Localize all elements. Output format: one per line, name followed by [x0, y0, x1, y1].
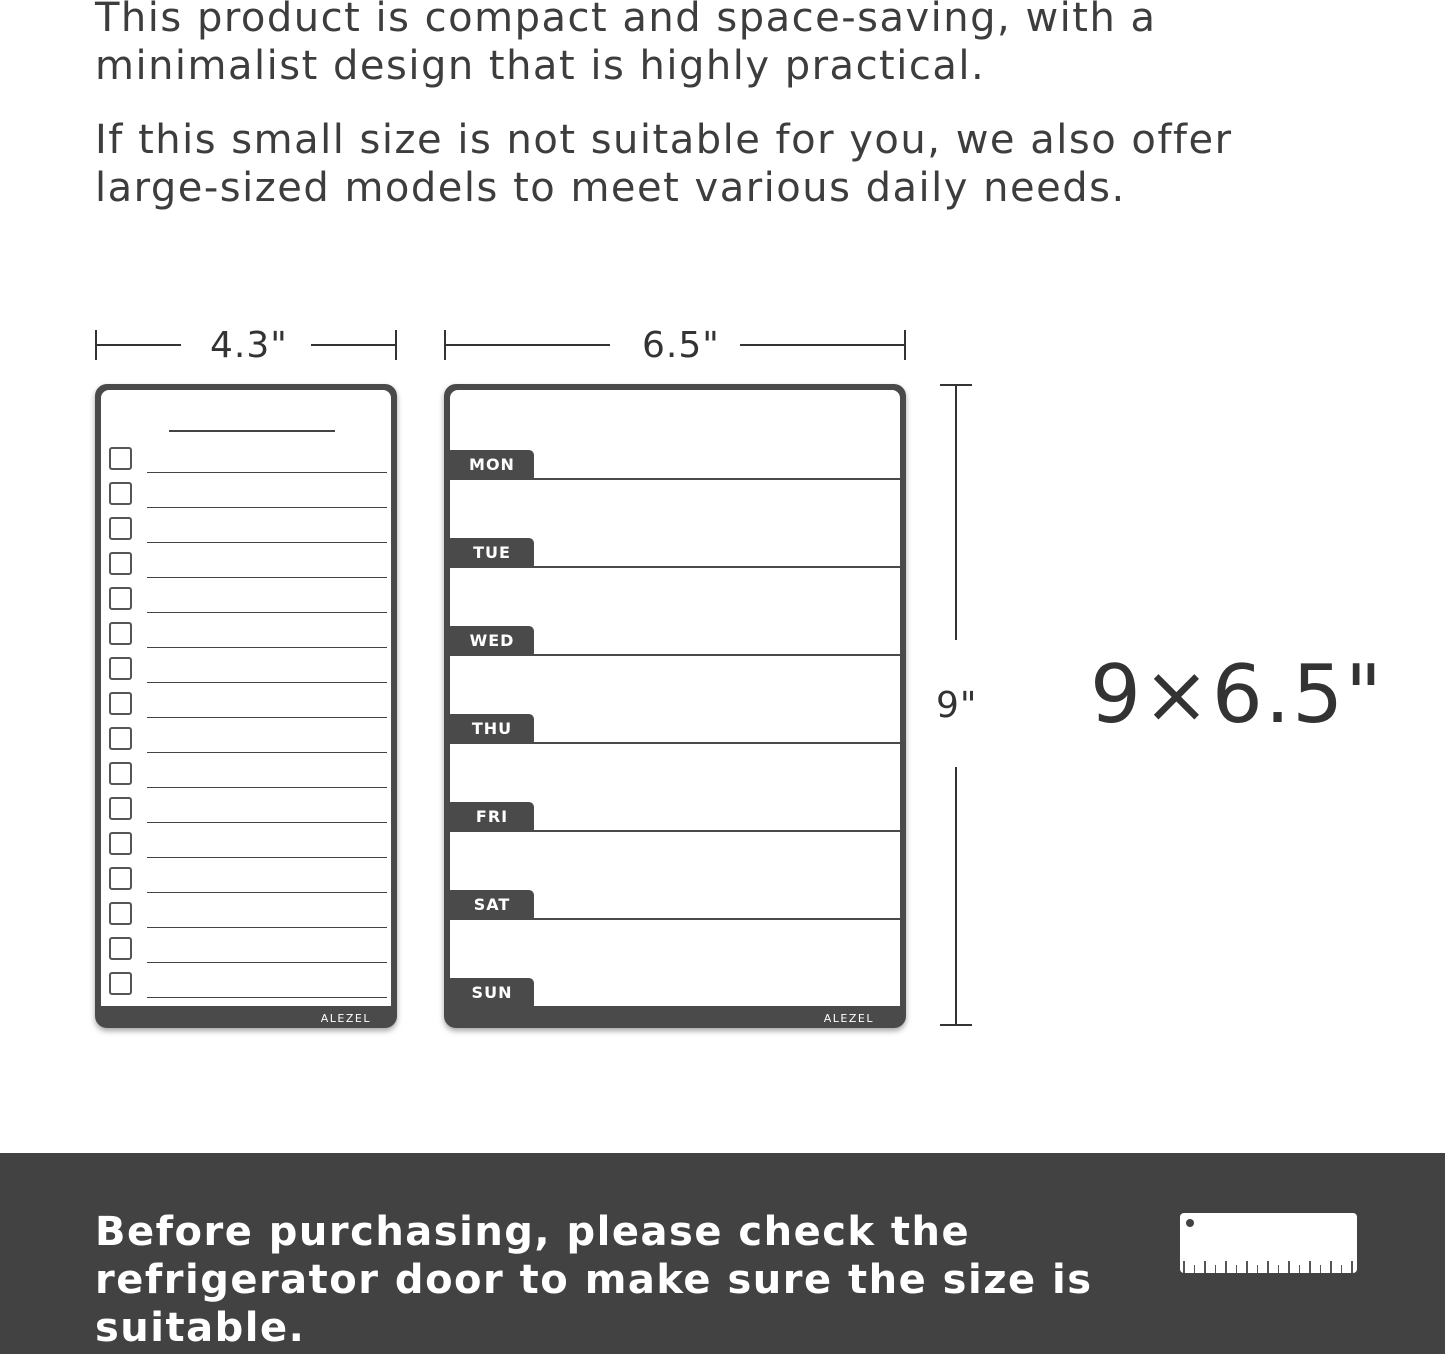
checklist-row [109, 972, 387, 998]
checklist-row [109, 797, 387, 823]
write-line [147, 962, 387, 964]
weekly-planner-board [444, 384, 906, 1028]
checkbox [109, 587, 132, 610]
ruler-tick [1299, 1265, 1301, 1273]
day-row-sun [450, 978, 900, 1008]
checkbox [109, 517, 132, 540]
day-row-fri [450, 802, 900, 832]
write-line [147, 472, 387, 474]
write-line [147, 857, 387, 859]
write-line [147, 542, 387, 544]
checkbox [109, 762, 132, 785]
footer-text: Before purchasing, please check the refrigerator door to make sure the size is suitable. [95, 1209, 1093, 1351]
write-line [147, 682, 387, 684]
checklist-row [109, 867, 387, 893]
write-line [147, 717, 387, 719]
checkbox [109, 867, 132, 890]
checklist-row [109, 587, 387, 613]
ruler-tick [1351, 1261, 1353, 1273]
checklist-row [109, 832, 387, 858]
write-line [147, 612, 387, 614]
day-divider [534, 742, 900, 744]
height-label: 9" [936, 685, 978, 726]
checkbox [109, 797, 132, 820]
small-width-label: 4.3" [210, 325, 288, 366]
day-row-thu [450, 714, 900, 744]
write-line [147, 997, 387, 999]
checkbox [109, 937, 132, 960]
checkbox [109, 727, 132, 750]
large-width-label: 6.5" [642, 325, 720, 366]
checklist-row [109, 762, 387, 788]
ruler-tick [1341, 1265, 1343, 1273]
day-label: THU [450, 714, 534, 744]
checkbox [109, 902, 132, 925]
checkbox [109, 622, 132, 645]
write-line [147, 892, 387, 894]
ruler-tick [1278, 1265, 1280, 1273]
checkbox [109, 692, 132, 715]
intro-paragraph-2: If this small size is not suitable for you, we also offer large-sized models to meet various daily needs. [95, 117, 1233, 211]
day-divider [534, 830, 900, 832]
checkbox [109, 552, 132, 575]
size-label: 9×6.5" [1090, 648, 1384, 741]
write-line [147, 787, 387, 789]
ruler-tick [1288, 1261, 1290, 1273]
small-checklist-board [95, 384, 397, 1028]
day-label: MON [450, 450, 534, 480]
footer-banner [0, 1153, 1445, 1354]
checklist-row [109, 447, 387, 473]
ruler-tick [1320, 1265, 1322, 1273]
write-line [147, 927, 387, 929]
checklist-row [109, 517, 387, 543]
ruler-icon [1180, 1213, 1357, 1273]
ruler-tick [1215, 1265, 1217, 1273]
checkbox [109, 447, 132, 470]
day-label: FRI [450, 802, 534, 832]
ruler-tick [1330, 1261, 1332, 1273]
day-label: SAT [450, 890, 534, 920]
day-row-wed [450, 626, 900, 656]
write-line [147, 577, 387, 579]
checkbox [109, 657, 132, 680]
day-divider [534, 654, 900, 656]
day-divider [534, 566, 900, 568]
day-label: WED [450, 626, 534, 656]
day-row-sat [450, 890, 900, 920]
ruler-tick [1257, 1265, 1259, 1273]
ruler-tick [1204, 1261, 1206, 1273]
ruler-tick [1225, 1261, 1227, 1273]
day-label: SUN [450, 978, 534, 1008]
ruler-tick [1236, 1265, 1238, 1273]
day-divider [534, 918, 900, 920]
brand-logo: ALEZEL [823, 1012, 874, 1025]
day-label: TUE [450, 538, 534, 568]
write-line [147, 822, 387, 824]
day-row-tue [450, 538, 900, 568]
checklist-row [109, 692, 387, 718]
write-line [147, 647, 387, 649]
ruler-tick [1246, 1261, 1248, 1273]
day-divider [534, 478, 900, 480]
checklist-row [109, 482, 387, 508]
ruler-tick [1309, 1261, 1311, 1273]
checklist-row [109, 552, 387, 578]
checklist-row [109, 622, 387, 648]
day-row-mon [450, 450, 900, 480]
write-line [147, 752, 387, 754]
title-line [169, 430, 335, 432]
intro-paragraph-1: This product is compact and space-saving, with a minimalist design that is highly practical. [95, 0, 1157, 89]
checkbox [109, 832, 132, 855]
ruler-tick [1194, 1265, 1196, 1273]
checkbox [109, 482, 132, 505]
ruler-tick [1267, 1261, 1269, 1273]
checklist-row [109, 657, 387, 683]
checklist-row [109, 937, 387, 963]
checklist-row [109, 727, 387, 753]
checklist-row [109, 902, 387, 928]
ruler-tick [1183, 1261, 1185, 1273]
checkbox [109, 972, 132, 995]
write-line [147, 507, 387, 509]
brand-logo: ALEZEL [320, 1012, 371, 1025]
